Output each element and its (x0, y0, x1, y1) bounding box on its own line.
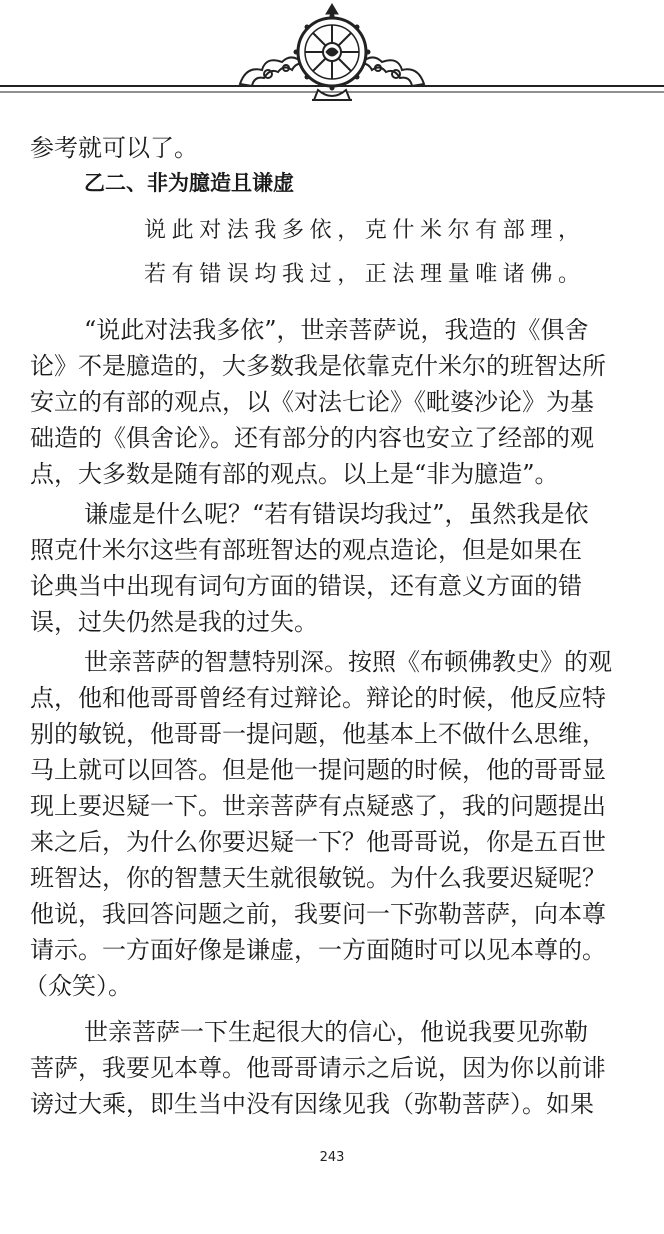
verse-line-1: 说此对法我多依，克什米尔有部理， (144, 218, 586, 243)
header-ornament (0, 0, 664, 112)
paragraph-line: 菩萨，我要见本尊。他哥哥请示之后说，因为你以前诽 (30, 1054, 606, 1082)
paragraph-line: 他说，我回答问题之前，我要问一下弥勒菩萨，向本尊 (30, 900, 606, 928)
paragraph-line: “说此对法我多依”，世亲菩萨说，我造的《俱舍 (84, 316, 589, 344)
paragraph-line: 世亲菩萨的智慧特别深。按照《布顿佛教史》的观 (84, 648, 612, 676)
paragraph-line: 来之后，为什么你要迟疑一下？他哥哥说，你是五百世 (30, 828, 606, 856)
paragraph-line: 班智达，你的智慧天生就很敏锐。为什么我要迟疑呢？ (30, 864, 606, 892)
paragraph-line: 点，大多数是随有部的观点。以上是“非为臆造”。 (30, 460, 559, 488)
paragraph-line: 谦虚是什么呢？“若有错误均我过”，虽然我是依 (84, 500, 589, 528)
verse-line-2: 若有错误均我过，正法理量唯诸佛。 (144, 262, 586, 287)
paragraph-line: 请示。一方面好像是谦虚，一方面随时可以见本尊的。 (30, 936, 606, 964)
paragraph-line: 谤过大乘，即生当中没有因缘见我（弥勒菩萨）。如果 (30, 1090, 594, 1118)
section-title: 乙二、非为臆造且谦虚 (84, 171, 294, 195)
paragraph-line: 马上就可以回答。但是他一提问题的时候，他的哥哥显 (30, 756, 606, 784)
paragraph-line: 安立的有部的观点，以《对法七论》《毗婆沙论》为基 (30, 388, 594, 416)
paragraph-line: 别的敏锐，他哥哥一提问题，他基本上不做什么思维， (30, 720, 606, 748)
paragraph-line: 础造的《俱舍论》。还有部分的内容也安立了经部的观 (30, 424, 594, 452)
paragraph-line: （众笑）。 (24, 972, 132, 1000)
paragraph-line: 世亲菩萨一下生起很大的信心，他说我要见弥勒 (84, 1018, 588, 1046)
paragraph-line: 论》不是臆造的，大多数我是依靠克什米尔的班智达所 (30, 352, 606, 380)
cloud-left-icon (240, 57, 304, 86)
paragraph-line: 论典当中出现有词句方面的错误，还有意义方面的错 (30, 572, 582, 600)
text-line: 参考就可以了。 (30, 134, 198, 162)
paragraph-line: 误，过失仍然是我的过失。 (30, 608, 318, 636)
paragraph-line: 照克什米尔这些有部班智达的观点造论，但是如果在 (30, 536, 582, 564)
page-number: 243 (319, 1150, 345, 1165)
paragraph-line: 现上要迟疑一下。世亲菩萨有点疑惑了，我的问题提出 (30, 792, 606, 820)
cloud-right-icon (360, 57, 424, 86)
paragraph-line: 点，他和他哥哥曾经有过辩论。辩论的时候，他反应特 (30, 684, 606, 712)
